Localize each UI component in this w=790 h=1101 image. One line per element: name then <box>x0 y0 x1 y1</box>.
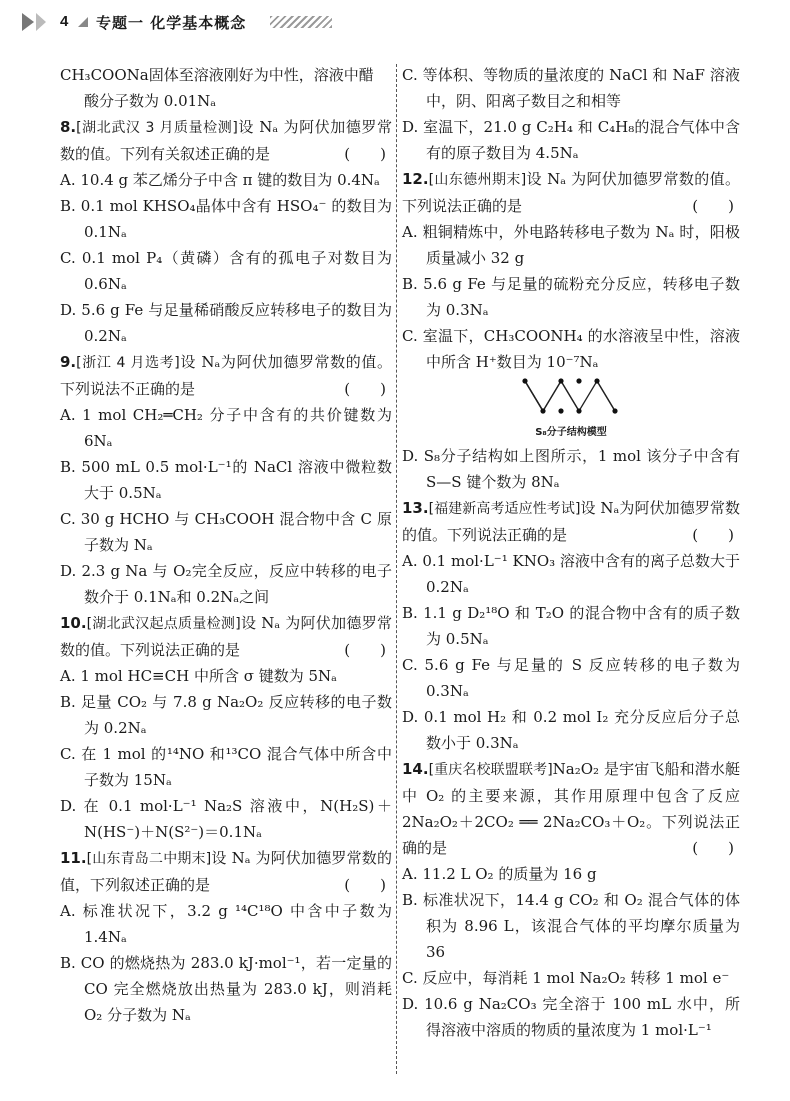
question-source: [湖北武汉 3 月质量检测] <box>76 120 238 136</box>
option-c: C. 30 g HCHO 与 CH₃COOH 混合物中含 C 原子数为 Nₐ <box>60 510 392 554</box>
option-a: A. 10.4 g 苯乙烯分子中含 π 键的数目为 0.4Nₐ <box>60 171 380 189</box>
page-header <box>22 8 772 36</box>
option-b: B. 1.1 g D₂¹⁸O 和 T₂O 的混合物中含有的质子数为 0.5Nₐ <box>402 604 740 648</box>
answer-paren: ( ) <box>692 526 734 544</box>
header-arrow-icon-light <box>36 13 46 31</box>
option-c: C. 在 1 mol 的¹⁴NO 和¹³CO 混合气体中所含中子数为 15Nₐ <box>60 745 392 789</box>
question-stem <box>60 114 392 167</box>
option-a: A. 标准状况下，3.2 g ¹⁴C¹⁸O 中含中子数为 1.4Nₐ <box>60 902 392 946</box>
left-column <box>60 62 392 1028</box>
question-stem <box>402 756 740 861</box>
option-a: A. 11.2 L O₂ 的质量为 16 g <box>402 865 597 883</box>
question-source: [浙江 4 月选考] <box>76 355 180 371</box>
answer-paren: ( ) <box>344 380 386 398</box>
question-stem-text: 设 Nₐ 为阿伏加德罗常数的值。下列有关叙述正确的是 <box>60 118 393 163</box>
option-d: D. 0.1 mol H₂ 和 0.2 mol I₂ 充分反应后分子总数小于 0.3Nₐ <box>402 708 740 752</box>
question-14 <box>402 756 740 1043</box>
question-10 <box>60 610 392 845</box>
question-number: 11. <box>60 849 87 867</box>
sulfur-atom <box>576 408 581 413</box>
answer-paren: ( ) <box>692 197 734 215</box>
question-stem-text: 设 Nₐ为阿伏加德罗常数的值。下列说法正确的是 <box>402 499 740 544</box>
question-source: [山东青岛二中期末] <box>86 851 212 867</box>
sulfur-atom <box>558 378 563 383</box>
option-c: C. 室温下，CH₃COONH₄ 的水溶液呈中性，溶液中所含 H⁺数目为 10⁻⁷Nₐ <box>402 327 740 371</box>
option-a: A. 粗铜精炼中，外电路转移电子数为 Nₐ 时，阳极质量减小 32 g <box>402 223 740 267</box>
s8-molecule-diagram <box>521 377 621 419</box>
s8-bond <box>597 381 615 411</box>
option-b: B. 足量 CO₂ 与 7.8 g Na₂O₂ 反应转移的电子数为 0.2Nₐ <box>60 693 392 737</box>
option-d: D. 5.6 g Fe 与足量稀硝酸反应转移电子的数目为 0.2Nₐ <box>60 301 392 345</box>
question-stem-text: 设 Nₐ 为阿伏加德罗常数的值。下列说法正确的是 <box>60 614 392 659</box>
answer-paren: ( ) <box>344 876 386 894</box>
option-d: D. 在 0.1 mol·L⁻¹ Na₂S 溶液中，N(H₂S)＋N(HS⁻)＋N(S²⁻)＝0.1Nₐ <box>60 797 392 841</box>
option-c: C. 反应中，每消耗 1 mol Na₂O₂ 转移 1 mol e⁻ <box>402 969 730 987</box>
s8-bond <box>543 381 579 411</box>
sulfur-atom <box>522 378 527 383</box>
figure-caption: S₈分子结构模型 <box>535 427 607 438</box>
option-a: A. 1 mol CH₂═CH₂ 分子中含有的共价键数为 6Nₐ <box>60 406 392 450</box>
option-b: B. 0.1 mol KHSO₄晶体中含有 HSO₄⁻ 的数目为 0.1Nₐ <box>60 197 392 241</box>
question-source: [重庆名校联盟联考] <box>428 762 553 778</box>
question-stem-text: 设 Nₐ为阿伏加德罗常数的值。下列说法不正确的是 <box>60 353 392 398</box>
question-stem-text: 设 Nₐ 为阿伏加德罗常数的值，下列叙述正确的是 <box>60 849 392 894</box>
option-b: B. 5.6 g Fe 与足量的硫粉充分反应，转移电子数为 0.3Nₐ <box>402 275 740 319</box>
question-source: [山东德州期末] <box>428 172 527 188</box>
sulfur-atom <box>612 408 617 413</box>
option-d: D. 室温下，21.0 g C₂H₄ 和 C₄H₈的混合气体中含有的原子数目为 4.5Nₐ <box>402 118 740 162</box>
question-number: 9. <box>60 353 77 371</box>
option-d: D. S₈分子结构如上图所示，1 mol 该分子中含有 S—S 键个数为 8Nₐ <box>402 447 740 491</box>
continuation-text <box>60 62 392 114</box>
sulfur-atom <box>594 378 599 383</box>
option-a: A. 1 mol HC≡CH 中所含 σ 键数为 5Nₐ <box>60 667 337 685</box>
option-c: C. 0.1 mol P₄（黄磷）含有的孤电子对数目为 0.6Nₐ <box>60 249 392 293</box>
header-triangle-icon <box>78 17 88 27</box>
option-d: D. 2.3 g Na 与 O₂完全反应，反应中转移的电子数介于 0.1Nₐ和 0.2Nₐ之间 <box>60 562 392 606</box>
continuation-line: CH₃COONa固体至溶液刚好为中性，溶液中醋 <box>60 66 374 84</box>
option-c: C. 5.6 g Fe 与足量的 S 反应转移的电子数为 0.3Nₐ <box>402 656 740 700</box>
answer-paren: ( ) <box>692 839 734 857</box>
sulfur-atom <box>540 408 545 413</box>
column-divider <box>396 64 397 1074</box>
question-source: [福建新高考适应性考试] <box>428 501 581 517</box>
option-c: C. 等体积、等物质的量浓度的 NaCl 和 NaF 溶液中，阴、阳离子数目之和相等 <box>402 66 740 110</box>
question-stem <box>402 495 740 548</box>
option-a: A. 0.1 mol·L⁻¹ KNO₃ 溶液中含有的离子总数大于 0.2Nₐ <box>402 552 740 596</box>
page-number: 4 <box>60 13 69 30</box>
question-13 <box>402 495 740 756</box>
continuation-line: 酸分子数为 0.01Nₐ <box>84 92 217 110</box>
chapter-title: 专题一 化学基本概念 <box>96 14 247 32</box>
question-stem <box>60 610 392 663</box>
question-number: 14. <box>402 760 429 778</box>
answer-paren: ( ) <box>344 641 386 659</box>
question-number: 12. <box>402 170 429 188</box>
question-number: 8. <box>60 118 77 136</box>
question-stem <box>60 845 392 898</box>
option-b: B. 标准状况下，14.4 g CO₂ 和 O₂ 混合气体的体积为 8.96 L，该混合气体的平均摩尔质量为 36 <box>402 891 740 961</box>
s8-bond <box>525 381 543 411</box>
question-9 <box>60 349 392 610</box>
question-stem-text: 设 Nₐ 为阿伏加德罗常数的值。下列说法正确的是 <box>402 170 740 215</box>
question-stem <box>60 349 392 402</box>
question-number: 13. <box>402 499 429 517</box>
question-stem <box>402 166 740 219</box>
question-11 <box>60 845 392 1028</box>
question-8 <box>60 114 392 349</box>
question-source: [湖北武汉起点质量检测] <box>86 616 241 632</box>
header-hatch-decoration <box>270 16 332 28</box>
sulfur-atom <box>576 378 581 383</box>
option-b: B. CO 的燃烧热为 283.0 kJ·mol⁻¹，若一定量的 CO 完全燃烧放出热量为 283.0 kJ，则消耗 O₂ 分子数为 Nₐ <box>60 954 392 1024</box>
header-arrow-icon <box>22 13 34 31</box>
question-stem-text: Na₂O₂ 是宇宙飞船和潜水艇中 O₂ 的主要来源，其作用原理中包含了反应 2Na₂O₂＋2CO₂ ══ 2Na₂CO₃＋O₂。下列说法正确的是 <box>402 760 740 857</box>
s8-structure-figure <box>402 377 740 439</box>
right-column <box>402 62 740 1043</box>
question-12 <box>402 166 740 495</box>
question-number: 10. <box>60 614 87 632</box>
sulfur-atom <box>558 408 563 413</box>
option-b: B. 500 mL 0.5 mol·L⁻¹的 NaCl 溶液中微粒数大于 0.5Nₐ <box>60 458 392 502</box>
option-d: D. 10.6 g Na₂CO₃ 完全溶于 100 mL 水中，所得溶液中溶质的物质的量浓度为 1 mol·L⁻¹ <box>402 995 740 1039</box>
answer-paren: ( ) <box>344 145 386 163</box>
